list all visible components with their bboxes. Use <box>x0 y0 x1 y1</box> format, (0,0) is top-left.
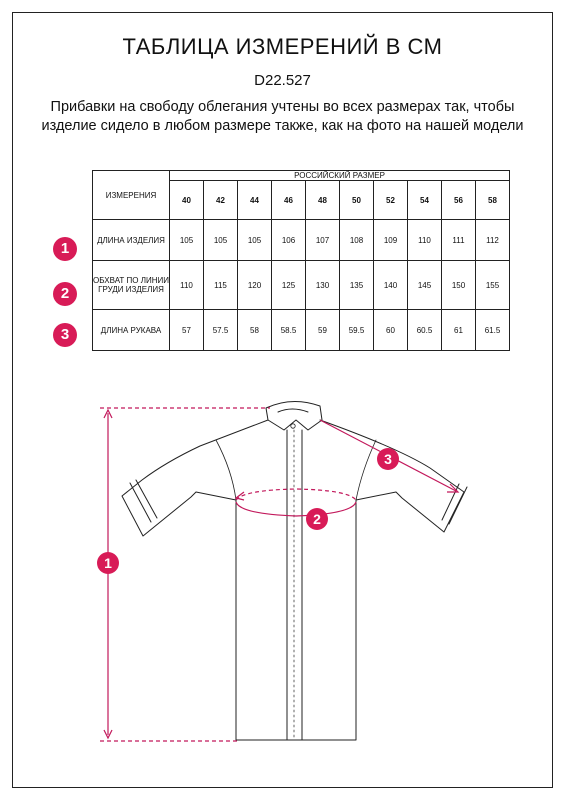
value-cell: 120 <box>238 261 272 310</box>
size-cell: 44 <box>238 181 272 220</box>
value-cell: 112 <box>476 220 510 261</box>
value-cell: 106 <box>272 220 306 261</box>
chest-line-front <box>236 502 356 516</box>
row-badge-1: 1 <box>53 237 77 261</box>
value-cell: 105 <box>204 220 238 261</box>
page-title: ТАБЛИЦА ИЗМЕРЕНИЙ В СМ <box>122 34 443 59</box>
value-cell: 61 <box>442 310 476 351</box>
size-cell: 50 <box>340 181 374 220</box>
size-cell: 52 <box>374 181 408 220</box>
value-cell: 130 <box>306 261 340 310</box>
diagram-badge-2: 2 <box>306 508 328 530</box>
value-cell: 61.5 <box>476 310 510 351</box>
size-cell: 40 <box>170 181 204 220</box>
row-badge-2: 2 <box>53 282 77 306</box>
value-cell: 155 <box>476 261 510 310</box>
value-cell: 150 <box>442 261 476 310</box>
button-icon <box>291 424 295 428</box>
value-cell: 105 <box>170 220 204 261</box>
dress-outline <box>122 401 467 740</box>
measurement-lines <box>100 408 458 741</box>
row-badge-3: 3 <box>53 323 77 347</box>
size-cell: 56 <box>442 181 476 220</box>
value-cell: 115 <box>204 261 238 310</box>
measurements-header: ИЗМЕРЕНИЯ <box>93 171 170 220</box>
value-cell: 135 <box>340 261 374 310</box>
value-cell: 108 <box>340 220 374 261</box>
row-label: ОБХВАТ ПО ЛИНИИ ГРУДИ ИЗДЕЛИЯ <box>93 261 170 310</box>
value-cell: 58 <box>238 310 272 351</box>
size-cell: 42 <box>204 181 238 220</box>
value-cell: 110 <box>170 261 204 310</box>
row-label: ДЛИНА ИЗДЕЛИЯ <box>93 220 170 261</box>
value-cell: 59.5 <box>340 310 374 351</box>
value-cell: 110 <box>408 220 442 261</box>
size-cell: 58 <box>476 181 510 220</box>
row-label: ДЛИНА РУКАВА <box>93 310 170 351</box>
value-cell: 109 <box>374 220 408 261</box>
fit-note: Прибавки на свободу облегания учтены во всех размерах так, чтобы изделие сидело в любом размере также, как на фото на нашей модели <box>41 99 524 134</box>
chest-line-back <box>236 489 356 500</box>
product-code: D22.527 <box>254 72 311 89</box>
value-cell: 57.5 <box>204 310 238 351</box>
diagram-badge-3: 3 <box>377 448 399 470</box>
value-cell: 60.5 <box>408 310 442 351</box>
value-cell: 60 <box>374 310 408 351</box>
value-cell: 58.5 <box>272 310 306 351</box>
value-cell: 125 <box>272 261 306 310</box>
value-cell: 145 <box>408 261 442 310</box>
size-cell: 48 <box>306 181 340 220</box>
diagram-badge-1: 1 <box>97 552 119 574</box>
sleeve-arrow <box>447 484 458 492</box>
value-cell: 57 <box>170 310 204 351</box>
value-cell: 107 <box>306 220 340 261</box>
size-cell: 46 <box>272 181 306 220</box>
value-cell: 59 <box>306 310 340 351</box>
value-cell: 105 <box>238 220 272 261</box>
size-system-header: РОССИЙСКИЙ РАЗМЕР <box>170 171 510 181</box>
value-cell: 111 <box>442 220 476 261</box>
size-cell: 54 <box>408 181 442 220</box>
value-cell: 140 <box>374 261 408 310</box>
